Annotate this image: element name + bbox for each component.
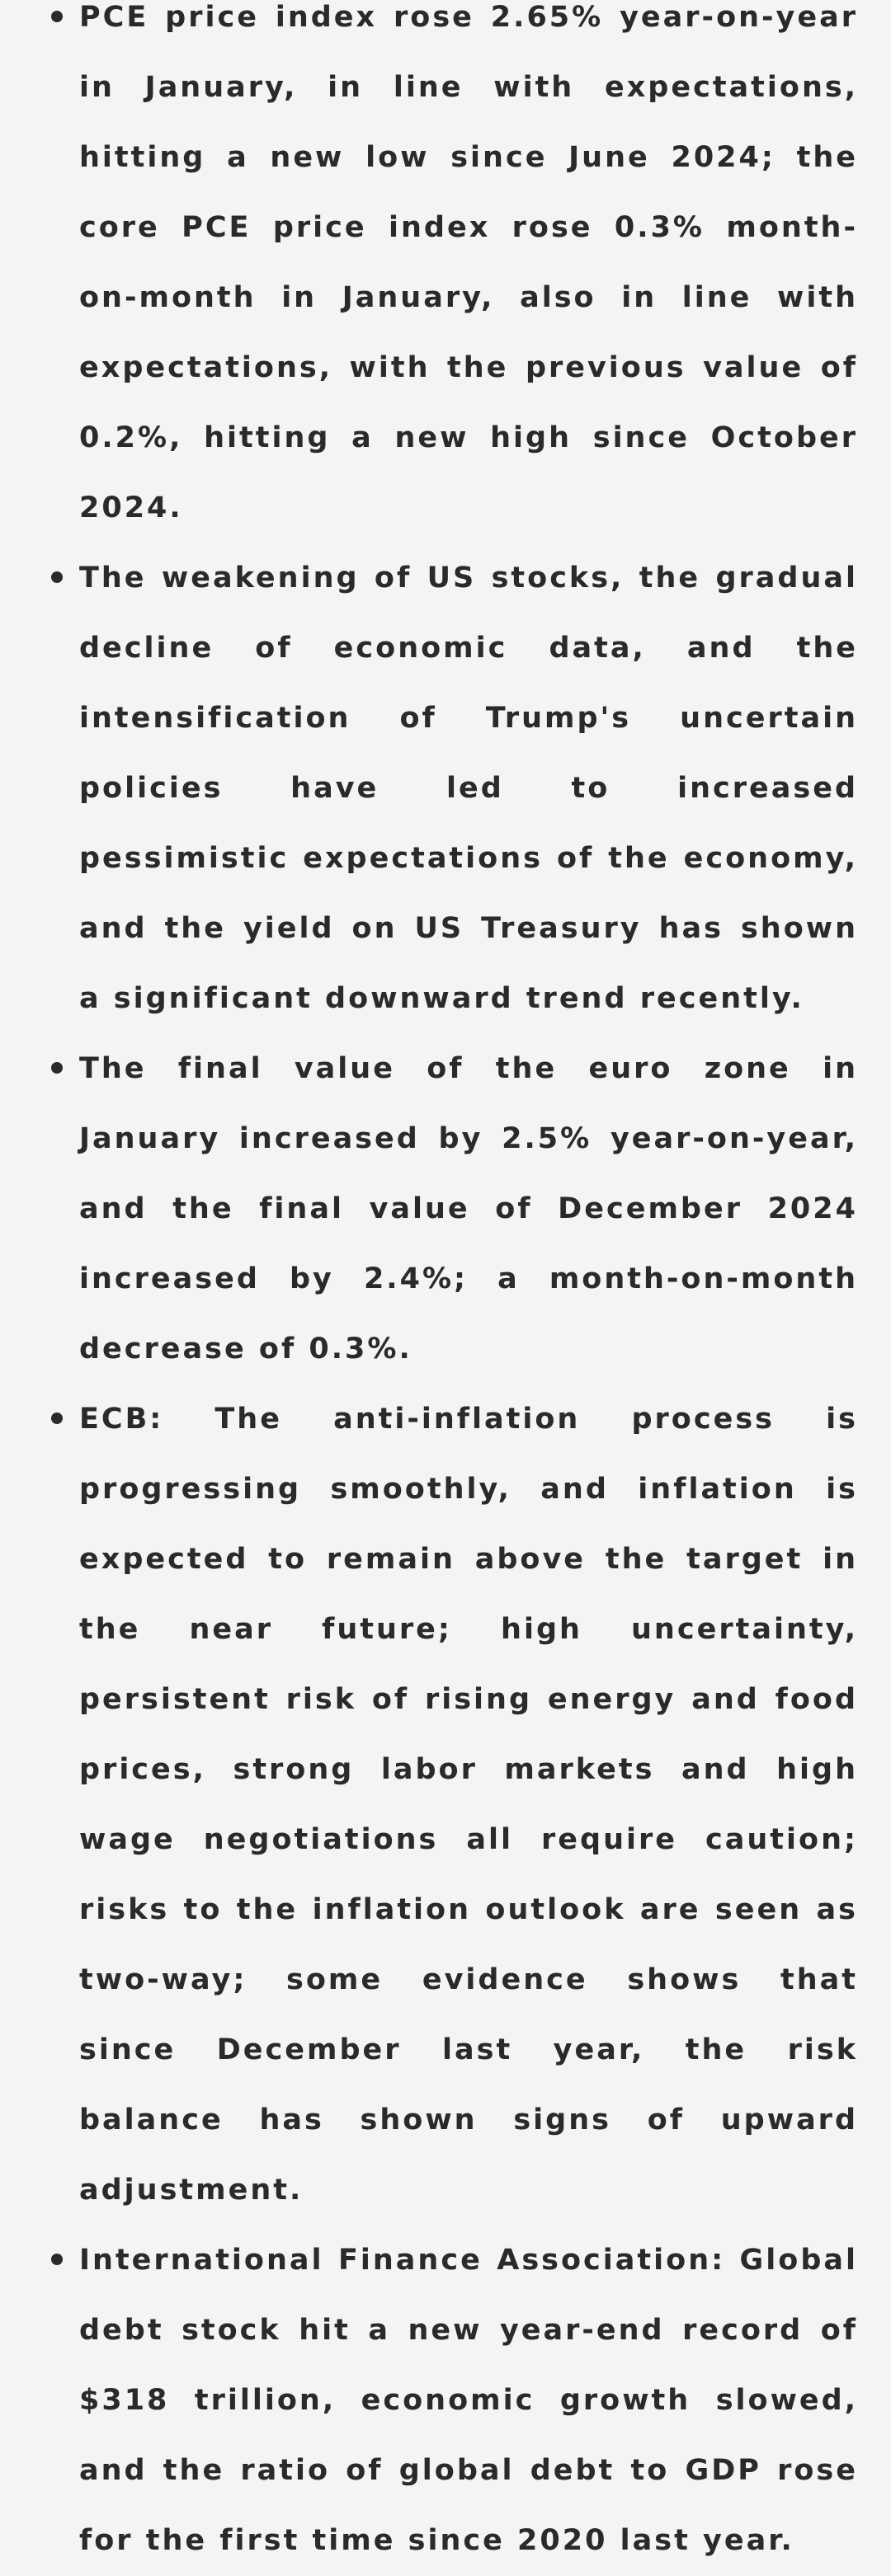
list-item [0,543,891,1034]
list-item [0,0,891,543]
list-item [0,1034,891,1384]
bullet-icon [51,571,63,583]
bullet-icon [51,1413,63,1424]
list-item-text: The final value of the euro zone in January increased by 2.5% year-on-year, and the final value of December 2024 increased by 2.4%; a month-on-month decrease of 0.3%. [79,1052,858,1366]
bullet-icon [51,2254,63,2265]
bullet-icon [51,11,63,22]
list-item-text: International Finance Association: Global debt stock hit a new year-end record of $318 trillion, economic growth slowed, and the ratio of global debt to GDP rose for the first time since 2020 last year. [79,2244,858,2557]
list-item [0,1384,891,2226]
list-item [0,2226,891,2576]
list-item-text: The weakening of US stocks, the gradual decline of economic data, and the intensification of Trump's uncertain policies have led to increased pessimistic expectations of the economy, and the yield on US Treasury has shown a significant downward trend recently. [79,562,858,1015]
bullet-icon [51,1062,63,1074]
list-item-text: ECB: The anti-inflation process is progressing smoothly, and inflation is expected to remain above the target in the near future; high uncertainty, persistent risk of rising energy and food prices, strong labor markets and high wage negotiations all require caution; risks to the inflation outlook are seen as two-way; some evidence shows that since December last year, the risk balance has shown signs of upward adjustment. [79,1403,858,2207]
list-item-text: PCE price index rose 2.65% year-on-year in January, in line with expectations, hitting a new low since June 2024; the core PCE price index rose 0.3% month-on-month in January, also in line with expectations, with the previous value of 0.2%, hitting a new high since October 2024. [79,1,858,524]
